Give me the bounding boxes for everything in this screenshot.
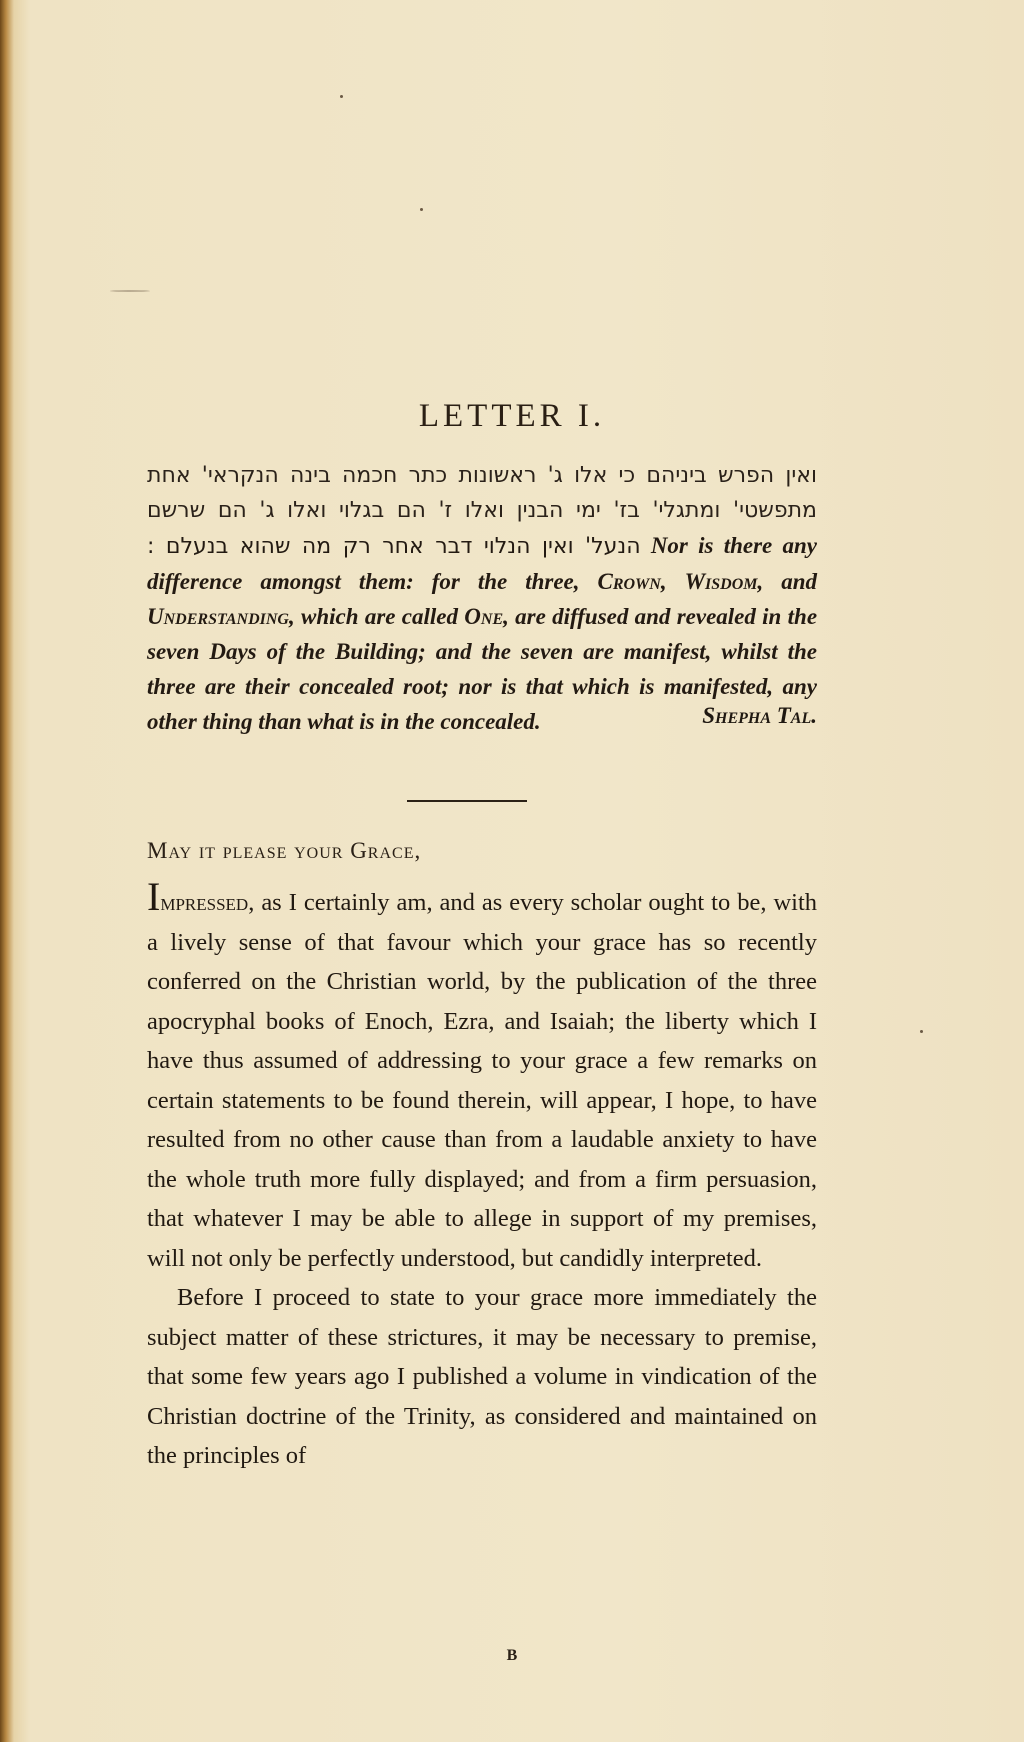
drop-cap: I (147, 874, 161, 919)
epigraph-citation: Shepha Tal. (702, 703, 817, 728)
epigraph-text-3: are diffused and revealed in the seven Days of the Building; and the seven are manifest, whilst the three are their concealed root; nor is that which is manifested, any other thing than what is in the concealed. (147, 604, 818, 734)
first-word-rest: mpressed, (160, 889, 255, 916)
body-paragraph-2: Before I proceed to state to your grace more immediately the subject matter of these strictures, it may be necessary to premise, that some few years ago I published a volume in vindication of the Christian doctrine of the Trinity, as considered and maintained on the principles of (147, 1284, 817, 1469)
page-speck (110, 290, 150, 292)
page-speck (340, 95, 343, 98)
page-speck (920, 1030, 923, 1033)
body-paragraph-1 (147, 874, 818, 1278)
letter-body (147, 874, 818, 1476)
epigraph-understanding: Understanding, (147, 604, 295, 629)
hebrew-epigraph-line: ואין הפרש ביניהם כי אלו ג' ראשונות כתר חכמה בינה הנקראי' אחת מתפשטי' ומתגלי' בז' ימי הבנין ואלו ז' הם בגלוי ואלו ג' הם שרשם (147, 463, 817, 523)
epigraph-wisdom: Wisdom, (684, 569, 764, 594)
epigraph-one: One, (464, 604, 509, 629)
epigraph-text-1: Nor is there any difference amongst them: for the three, (147, 533, 817, 594)
page-speck (420, 208, 423, 211)
salutation: May it please your Grace, (147, 838, 422, 863)
signature-mark: B (506, 1647, 518, 1664)
epigraph-text-2: which are called (301, 604, 458, 629)
epigraph-and: and (781, 569, 818, 594)
paragraph-1-text: as I certainly am, and as every scholar ought to be, with a lively sense of that favour which your grace has so recently conferred on the Christian world, by the publication of the three apocryphal books of Enoch, Ezra, and Isaiah; the liberty which I have thus assumed of addressing to your grace a few remarks on certain statements to be found therein, will appear, I hope, to have resulted from no other cause than from a laudable anxiety to have the whole truth more fully displayed; and from a firm persuasion, that whatever I may be able to allege in support of my premises, will not only be perfectly understood, but candidly interpreted. (147, 889, 818, 1272)
letter-title: LETTER I. (418, 398, 606, 434)
section-rule (407, 800, 527, 802)
epigraph-hebrew-lead: הנעל' ואין הנלוי דבר אחר רק מה שהוא בנעלם : (147, 534, 641, 559)
epigraph-crown: Crown, (597, 569, 667, 594)
